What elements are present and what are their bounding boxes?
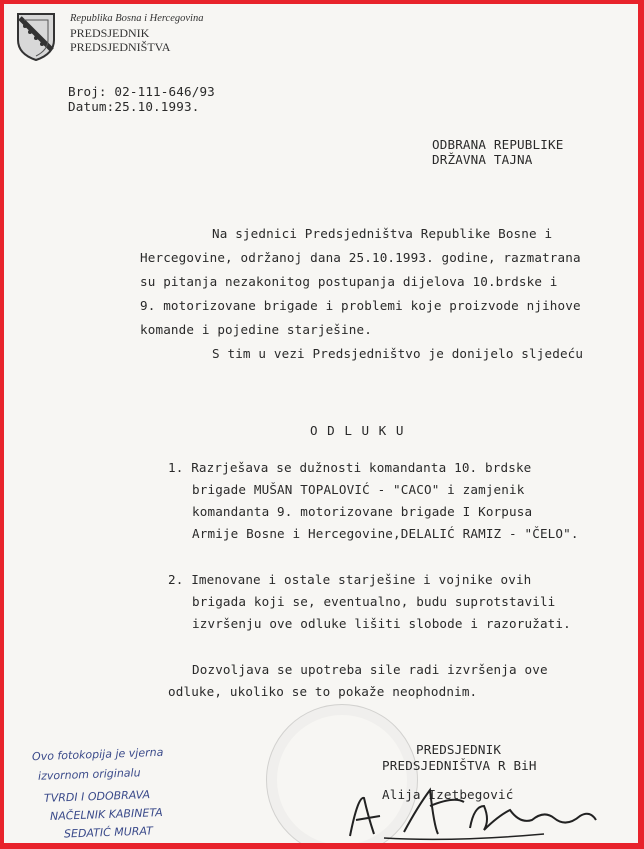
signatory-title-1: PREDSJEDNIK	[416, 742, 502, 757]
closing-line-1: Dozvoljava se upotreba sile radi izvršenja ove	[192, 662, 548, 677]
intro-line-1: Na sjednici Predsjedništva Republike Bosne i	[212, 226, 553, 241]
item2-line-3: izvršenju ove odluke lišiti slobode i razoružati.	[192, 616, 571, 631]
signatory-title-2: PREDSJEDNIŠTVA R BiH	[382, 758, 537, 773]
handwritten-note-line-1: Ovo fotokopija je vjerna	[31, 745, 164, 764]
signatory-name: Alija Izetbegović	[382, 787, 514, 802]
handwritten-note-line-2: izvornom originalu	[37, 766, 141, 783]
coat-of-arms-icon	[12, 10, 60, 62]
reference-number: Broj: 02-111-646/93	[68, 84, 215, 99]
letterhead-office-sub: PREDSJEDNIŠTVA	[70, 40, 171, 54]
reference-date: Datum:25.10.1993.	[68, 99, 200, 114]
intro-line-4: 9. motorizovane brigade i problemi koje proizvode njihove	[140, 298, 581, 313]
decision-title: O D L U K U	[310, 423, 405, 438]
intro-line-5: komande i pojedine starješine.	[140, 322, 372, 337]
letterhead-office: PREDSJEDNIK	[70, 26, 150, 40]
handwritten-note-line-4: NAČELNIK KABINETA	[49, 806, 163, 823]
classification-line-1: ODBRANA REPUBLIKE	[432, 137, 564, 152]
handwritten-signature	[334, 776, 604, 843]
intro-line-6: S tim u vezi Predsjedništvo je donijelo sljedeću	[212, 346, 584, 361]
item1-line-4: Armije Bosne i Hercegovine,DELALIĆ RAMIZ - "ČELO".	[192, 526, 579, 541]
closing-line-2: odluke, ukoliko se to pokaže neophodnim.	[168, 684, 478, 699]
handwritten-note-line-5: SEDATIĆ MURAT	[63, 824, 154, 841]
letterhead-country: Republika Bosna i Hercegovina	[70, 13, 204, 24]
item2-line-1: 2. Imenovane i ostale starješine i vojnike ovih	[168, 572, 532, 587]
item1-line-3: komandanta 9. motorizovane brigade I Korpusa	[192, 504, 533, 519]
intro-line-2: Hercegovine, održanoj dana 25.10.1993. godine, razmatrana	[140, 250, 581, 265]
classification-line-2: DRŽAVNA TAJNA	[432, 152, 533, 167]
item1-line-1: 1. Razrješava se dužnosti komandanta 10. brdske	[168, 460, 532, 475]
intro-line-3: su pitanja nezakonitog postupanja dijelova 10.brdske i	[140, 274, 558, 289]
item1-line-2: brigade MUŠAN TOPALOVIĆ - "CACO" i zamjenik	[192, 482, 525, 497]
handwritten-note-line-3: TVRDI I ODOBRAVA	[43, 788, 151, 805]
item2-line-2: brigada koji se, eventualno, budu suprotstavili	[192, 594, 556, 609]
document-page	[4, 4, 638, 843]
letterhead	[70, 12, 203, 54]
